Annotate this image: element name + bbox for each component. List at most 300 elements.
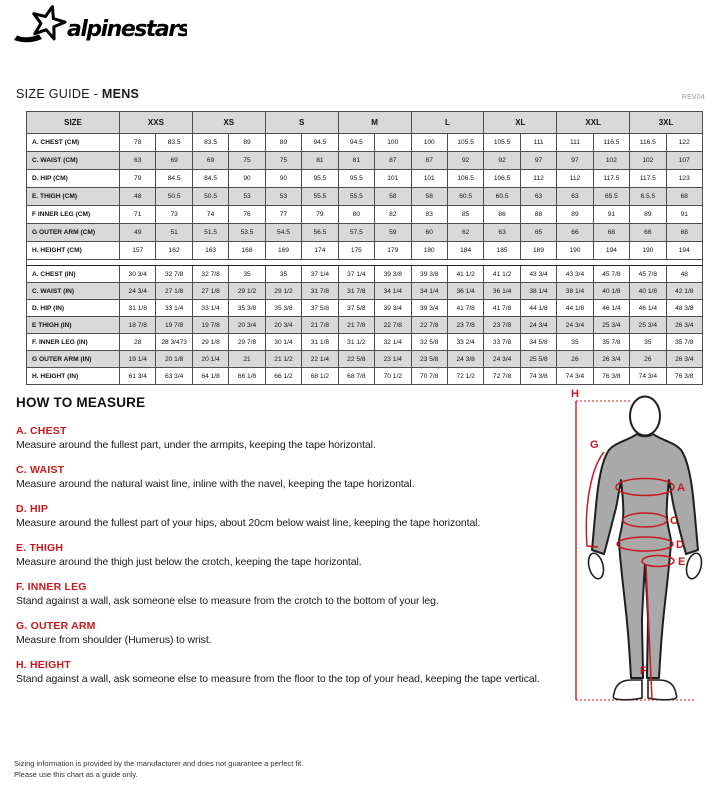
value-cell: 44 1/8 <box>557 300 593 317</box>
value-cell: 179 <box>375 242 411 260</box>
value-cell: 24 3/4 <box>520 317 556 334</box>
table-row <box>27 317 703 334</box>
value-cell: 31 1/8 <box>302 334 338 351</box>
value-cell: 19 1/4 <box>120 351 156 368</box>
measure-item <box>16 659 561 686</box>
row-label: F. INNER LEG (IN) <box>27 334 120 351</box>
size-table-head <box>27 112 703 134</box>
measure-item-heading: A. CHEST <box>16 425 67 437</box>
value-cell: 77 <box>265 206 301 224</box>
value-cell: 85 <box>447 206 483 224</box>
value-cell: 169 <box>265 242 301 260</box>
value-cell: 76 <box>229 206 265 224</box>
value-cell: 94.5 <box>338 134 374 152</box>
value-cell: 48 <box>666 266 702 283</box>
value-cell: 55.5 <box>302 188 338 206</box>
value-cell: 41 1/2 <box>447 266 483 283</box>
value-cell: 34 5/8 <box>520 334 556 351</box>
value-cell: 66 <box>557 224 593 242</box>
value-cell: 116.5 <box>593 134 629 152</box>
value-cell: 123 <box>666 170 702 188</box>
value-cell: 29 1/2 <box>229 283 265 300</box>
column-header-xxs: XXS <box>120 112 193 134</box>
value-cell: 122 <box>666 134 702 152</box>
how-to-measure-section <box>16 395 561 698</box>
value-cell: 66 1/2 <box>265 368 301 385</box>
value-cell: 184 <box>447 242 483 260</box>
value-cell: 50.5 <box>192 188 228 206</box>
value-cell: 30 1/4 <box>265 334 301 351</box>
value-cell: 61 3/4 <box>120 368 156 385</box>
measure-item-description: Measure around the thigh just below the crotch, keeping the tape horizontal. <box>16 556 362 568</box>
value-cell: 76 3/8 <box>666 368 702 385</box>
value-cell: 23 7/8 <box>484 317 520 334</box>
figure-label-c: C <box>670 515 678 527</box>
measurement-figure <box>552 388 720 715</box>
row-label: C. WAIST (IN) <box>27 283 120 300</box>
value-cell: 21 <box>229 351 265 368</box>
value-cell: 27 1/8 <box>156 283 192 300</box>
value-cell: 70 1/2 <box>375 368 411 385</box>
value-cell: 100 <box>411 134 447 152</box>
value-cell: 84.5 <box>192 170 228 188</box>
value-cell: 39 3/4 <box>411 300 447 317</box>
value-cell: 35 <box>630 334 666 351</box>
row-label: H. HEIGHT (IN) <box>27 368 120 385</box>
value-cell: 97 <box>557 152 593 170</box>
value-cell: 6.5.5 <box>630 188 666 206</box>
value-cell: 65.5 <box>593 188 629 206</box>
value-cell: 37 5/8 <box>338 300 374 317</box>
value-cell: 102 <box>593 152 629 170</box>
column-header-3xl: 3XL <box>630 112 703 134</box>
value-cell: 53 <box>229 188 265 206</box>
measure-item-description: Measure around the natural waist line, inline with the navel, keeping the tape horizontal. <box>16 478 415 490</box>
value-cell: 44 1/8 <box>520 300 556 317</box>
value-cell: 26 <box>557 351 593 368</box>
value-cell: 168 <box>229 242 265 260</box>
value-cell: 66 <box>630 224 666 242</box>
value-cell: 87 <box>411 152 447 170</box>
measure-item <box>16 464 561 491</box>
value-cell: 32 5/8 <box>411 334 447 351</box>
value-cell: 175 <box>338 242 374 260</box>
measure-item-description: Measure around the fullest part, under the armpits, keeping the tape horizontal. <box>16 439 376 451</box>
value-cell: 54.5 <box>265 224 301 242</box>
value-cell: 112 <box>557 170 593 188</box>
value-cell: 185 <box>484 242 520 260</box>
value-cell: 162 <box>156 242 192 260</box>
alpinestars-logo <box>12 4 187 55</box>
value-cell: 100 <box>375 134 411 152</box>
value-cell: 63 <box>557 188 593 206</box>
table-row <box>27 242 703 260</box>
value-cell: 57.5 <box>338 224 374 242</box>
value-cell: 45 7/8 <box>593 266 629 283</box>
value-cell: 86 <box>484 206 520 224</box>
value-cell: 27 1/8 <box>192 283 228 300</box>
figure-label-e: E <box>678 556 686 568</box>
value-cell: 157 <box>120 242 156 260</box>
value-cell: 20 3/4 <box>229 317 265 334</box>
value-cell: 59 <box>375 224 411 242</box>
value-cell: 36 1/4 <box>447 283 483 300</box>
value-cell: 89 <box>557 206 593 224</box>
figure-label-g: G <box>590 439 599 451</box>
value-cell: 68 7/8 <box>338 368 374 385</box>
value-cell: 163 <box>192 242 228 260</box>
value-cell: 39 3/4 <box>375 300 411 317</box>
value-cell: 117.5 <box>593 170 629 188</box>
value-cell: 71 <box>120 206 156 224</box>
value-cell: 84.5 <box>156 170 192 188</box>
value-cell: 23 1/4 <box>375 351 411 368</box>
value-cell: 76 3/8 <box>593 368 629 385</box>
value-cell: 25 3/4 <box>593 317 629 334</box>
value-cell: 24 3/4 <box>484 351 520 368</box>
table-row <box>27 206 703 224</box>
value-cell: 24 3/8 <box>447 351 483 368</box>
value-cell: 90 <box>265 170 301 188</box>
value-cell: 24 3/4 <box>120 283 156 300</box>
how-to-measure-title: HOW TO MEASURE <box>16 395 146 410</box>
value-cell: 20 3/4 <box>265 317 301 334</box>
value-cell: 83.5 <box>156 134 192 152</box>
value-cell: 31 1/8 <box>120 300 156 317</box>
value-cell: 21 7/8 <box>302 317 338 334</box>
value-cell: 90 <box>229 170 265 188</box>
value-cell: 29 1/2 <box>265 283 301 300</box>
value-cell: 60 <box>411 224 447 242</box>
table-row <box>27 283 703 300</box>
value-cell: 21 1/2 <box>265 351 301 368</box>
value-cell: 194 <box>666 242 702 260</box>
measure-item-description: Measure around the fullest part of your hips, about 20cm below waist line, keeping the tape horizontal. <box>16 517 481 529</box>
value-cell: 50.5 <box>156 188 192 206</box>
measure-item <box>16 542 561 569</box>
alpinestars-logo-icon <box>12 4 187 50</box>
value-cell: 56.5 <box>302 224 338 242</box>
value-cell: 37 1/4 <box>338 266 374 283</box>
value-cell: 40 1/8 <box>630 283 666 300</box>
value-cell: 33 7/8 <box>484 334 520 351</box>
value-cell: 180 <box>411 242 447 260</box>
column-header-xxl: XXL <box>557 112 630 134</box>
value-cell: 53.5 <box>229 224 265 242</box>
table-row <box>27 368 703 385</box>
value-cell: 87 <box>375 152 411 170</box>
table-row <box>27 170 703 188</box>
value-cell: 33 1/4 <box>192 300 228 317</box>
value-cell: 26 3/4 <box>593 351 629 368</box>
value-cell: 26 <box>630 351 666 368</box>
value-cell: 74 <box>192 206 228 224</box>
value-cell: 111 <box>520 134 556 152</box>
value-cell: 58 <box>411 188 447 206</box>
value-cell: 68 1/2 <box>302 368 338 385</box>
value-cell: 51.5 <box>192 224 228 242</box>
value-cell: 26 3/4 <box>666 317 702 334</box>
value-cell: 105.5 <box>447 134 483 152</box>
value-cell: 32 1/4 <box>375 334 411 351</box>
value-cell: 83.5 <box>192 134 228 152</box>
size-table-body <box>27 134 703 385</box>
value-cell: 194 <box>593 242 629 260</box>
value-cell: 39 3/8 <box>411 266 447 283</box>
measure-item-heading: H. HEIGHT <box>16 659 71 671</box>
value-cell: 74 3/4 <box>630 368 666 385</box>
value-cell: 64 1/8 <box>192 368 228 385</box>
value-cell: 21 7/8 <box>338 317 374 334</box>
value-cell: 75 <box>229 152 265 170</box>
value-cell: 32 7/8 <box>156 266 192 283</box>
value-cell: 34 1/4 <box>375 283 411 300</box>
measure-item-heading: F. INNER LEG <box>16 581 87 593</box>
value-cell: 82 <box>375 206 411 224</box>
value-cell: 66 1/8 <box>229 368 265 385</box>
value-cell: 111 <box>557 134 593 152</box>
value-cell: 63 <box>120 152 156 170</box>
value-cell: 72 1/2 <box>447 368 483 385</box>
column-header-s: S <box>265 112 338 134</box>
size-table-header-row <box>27 112 703 134</box>
measure-item <box>16 425 561 452</box>
value-cell: 91 <box>593 206 629 224</box>
value-cell: 49 <box>120 224 156 242</box>
value-cell: 68 <box>593 224 629 242</box>
value-cell: 33 1/4 <box>156 300 192 317</box>
value-cell: 29 1/8 <box>192 334 228 351</box>
row-label: H. HEIGHT (CM) <box>27 242 120 260</box>
value-cell: 46 1/4 <box>630 300 666 317</box>
table-row <box>27 224 703 242</box>
value-cell: 88 <box>520 206 556 224</box>
value-cell: 41 7/8 <box>484 300 520 317</box>
value-cell: 68 <box>666 224 702 242</box>
value-cell: 69 <box>192 152 228 170</box>
value-cell: 190 <box>630 242 666 260</box>
value-cell: 101 <box>375 170 411 188</box>
column-header-l: L <box>411 112 484 134</box>
measure-item-heading: C. WAIST <box>16 464 65 476</box>
value-cell: 43 3/4 <box>520 266 556 283</box>
value-cell: 74 3/4 <box>557 368 593 385</box>
row-label: D. HIP (IN) <box>27 300 120 317</box>
value-cell: 112 <box>520 170 556 188</box>
measure-item-description: Stand against a wall, ask someone else to measure from the crotch to the bottom of your leg. <box>16 595 439 607</box>
value-cell: 62 <box>447 224 483 242</box>
value-cell: 101 <box>411 170 447 188</box>
value-cell: 189 <box>520 242 556 260</box>
value-cell: 39 3/8 <box>375 266 411 283</box>
value-cell: 43 3/4 <box>557 266 593 283</box>
value-cell: 20 1/4 <box>192 351 228 368</box>
value-cell: 91 <box>666 206 702 224</box>
value-cell: 35 7/8 <box>666 334 702 351</box>
value-cell: 107 <box>666 152 702 170</box>
value-cell: 74 3/8 <box>520 368 556 385</box>
value-cell: 28 <box>120 334 156 351</box>
value-cell: 95.5 <box>338 170 374 188</box>
value-cell: 89 <box>265 134 301 152</box>
value-cell: 106.5 <box>447 170 483 188</box>
size-table <box>26 111 703 385</box>
value-cell: 40 1/8 <box>593 283 629 300</box>
value-cell: 23 5/8 <box>411 351 447 368</box>
value-cell: 24 3/4 <box>557 317 593 334</box>
footer-line1: Sizing information is provided by the manufacturer and does not guarantee a perfect fit. <box>14 759 304 768</box>
value-cell: 35 3/8 <box>265 300 301 317</box>
value-cell: 68 <box>666 188 702 206</box>
value-cell: 23 7/8 <box>447 317 483 334</box>
value-cell: 117.5 <box>630 170 666 188</box>
figure-label-d: D <box>676 539 684 551</box>
value-cell: 26 3/4 <box>666 351 702 368</box>
value-cell: 19 7/8 <box>192 317 228 334</box>
value-cell: 94.5 <box>302 134 338 152</box>
row-label: E. THIGH (CM) <box>27 188 120 206</box>
value-cell: 92 <box>447 152 483 170</box>
value-cell: 81 <box>338 152 374 170</box>
row-label: E THIGH (IN) <box>27 317 120 334</box>
value-cell: 79 <box>120 170 156 188</box>
value-cell: 102 <box>630 152 666 170</box>
value-cell: 63 <box>520 188 556 206</box>
row-label: G OUTER ARM (IN) <box>27 351 120 368</box>
table-row <box>27 300 703 317</box>
value-cell: 60.5 <box>484 188 520 206</box>
how-to-measure-list <box>16 425 561 686</box>
measure-item-heading: E. THIGH <box>16 542 64 554</box>
value-cell: 51 <box>156 224 192 242</box>
value-cell: 38 1/4 <box>557 283 593 300</box>
value-cell: 28 3/473 <box>156 334 192 351</box>
measure-item-heading: G. OUTER ARM <box>16 620 96 632</box>
measure-item-heading: D. HIP <box>16 503 49 515</box>
footer-line2: Please use this chart as a guide only. <box>14 770 138 779</box>
value-cell: 35 7/8 <box>593 334 629 351</box>
value-cell: 89 <box>229 134 265 152</box>
value-cell: 72 7/8 <box>484 368 520 385</box>
value-cell: 18 7/8 <box>120 317 156 334</box>
table-row <box>27 334 703 351</box>
row-label: A. CHEST (CM) <box>27 134 120 152</box>
figure-label-h: H <box>571 388 579 400</box>
value-cell: 31 7/8 <box>338 283 374 300</box>
value-cell: 60.5 <box>447 188 483 206</box>
value-cell: 70 7/8 <box>411 368 447 385</box>
value-cell: 116.5 <box>630 134 666 152</box>
value-cell: 81 <box>302 152 338 170</box>
measure-item-description: Measure from shoulder (Humerus) to wrist. <box>16 634 212 646</box>
value-cell: 25 5/8 <box>520 351 556 368</box>
value-cell: 105.5 <box>484 134 520 152</box>
value-cell: 97 <box>520 152 556 170</box>
value-cell: 106.5 <box>484 170 520 188</box>
value-cell: 73 <box>156 206 192 224</box>
value-cell: 83 <box>411 206 447 224</box>
value-cell: 89 <box>630 206 666 224</box>
value-cell: 80 <box>338 206 374 224</box>
value-cell: 22 5/8 <box>338 351 374 368</box>
value-cell: 48 <box>120 188 156 206</box>
value-cell: 58 <box>375 188 411 206</box>
value-cell: 22 1/4 <box>302 351 338 368</box>
column-header-m: M <box>338 112 411 134</box>
body-diagram-icon <box>552 388 720 710</box>
page-title <box>16 87 139 101</box>
table-row <box>27 152 703 170</box>
value-cell: 92 <box>484 152 520 170</box>
table-row <box>27 266 703 283</box>
value-cell: 79 <box>302 206 338 224</box>
value-cell: 41 7/8 <box>447 300 483 317</box>
row-label: A. CHEST (IN) <box>27 266 120 283</box>
value-cell: 190 <box>557 242 593 260</box>
value-cell: 41 1/2 <box>484 266 520 283</box>
figure-label-f: F <box>640 665 647 677</box>
value-cell: 32 7/8 <box>192 266 228 283</box>
revision-label: REV04 <box>681 94 705 101</box>
value-cell: 35 <box>265 266 301 283</box>
value-cell: 45 7/8 <box>630 266 666 283</box>
value-cell: 78 <box>120 134 156 152</box>
page-title-gender: MENS <box>101 87 140 101</box>
value-cell: 55.5 <box>338 188 374 206</box>
value-cell: 31 1/2 <box>338 334 374 351</box>
value-cell: 63 3/4 <box>156 368 192 385</box>
value-cell: 174 <box>302 242 338 260</box>
svg-text:alpinestars: alpinestars <box>67 17 187 42</box>
measure-item <box>16 581 561 608</box>
value-cell: 30 3/4 <box>120 266 156 283</box>
value-cell: 34 1/4 <box>411 283 447 300</box>
footer-disclaimer <box>14 758 303 780</box>
column-header-xs: XS <box>192 112 265 134</box>
value-cell: 46 1/4 <box>593 300 629 317</box>
value-cell: 48 3/8 <box>666 300 702 317</box>
row-label: C. WAIST (CM) <box>27 152 120 170</box>
row-label: F INNER LEG (CM) <box>27 206 120 224</box>
value-cell: 35 <box>557 334 593 351</box>
value-cell: 35 3/8 <box>229 300 265 317</box>
value-cell: 38 1/4 <box>520 283 556 300</box>
row-label: D. HIP (CM) <box>27 170 120 188</box>
value-cell: 33 2/4 <box>447 334 483 351</box>
page-title-prefix: SIZE GUIDE - <box>16 87 102 101</box>
measure-item <box>16 620 561 647</box>
value-cell: 29 7/8 <box>229 334 265 351</box>
value-cell: 65 <box>520 224 556 242</box>
title-bar <box>16 87 705 101</box>
value-cell: 25 3/4 <box>630 317 666 334</box>
measure-item <box>16 503 561 530</box>
value-cell: 53 <box>265 188 301 206</box>
value-cell: 37 5/8 <box>302 300 338 317</box>
column-header-size: SIZE <box>27 112 120 134</box>
value-cell: 35 <box>229 266 265 283</box>
value-cell: 75 <box>265 152 301 170</box>
value-cell: 63 <box>484 224 520 242</box>
value-cell: 22 7/8 <box>411 317 447 334</box>
table-row <box>27 188 703 206</box>
value-cell: 31 7/8 <box>302 283 338 300</box>
value-cell: 22 7/8 <box>375 317 411 334</box>
value-cell: 36 1/4 <box>484 283 520 300</box>
value-cell: 95.5 <box>302 170 338 188</box>
table-row <box>27 134 703 152</box>
value-cell: 42 1/8 <box>666 283 702 300</box>
